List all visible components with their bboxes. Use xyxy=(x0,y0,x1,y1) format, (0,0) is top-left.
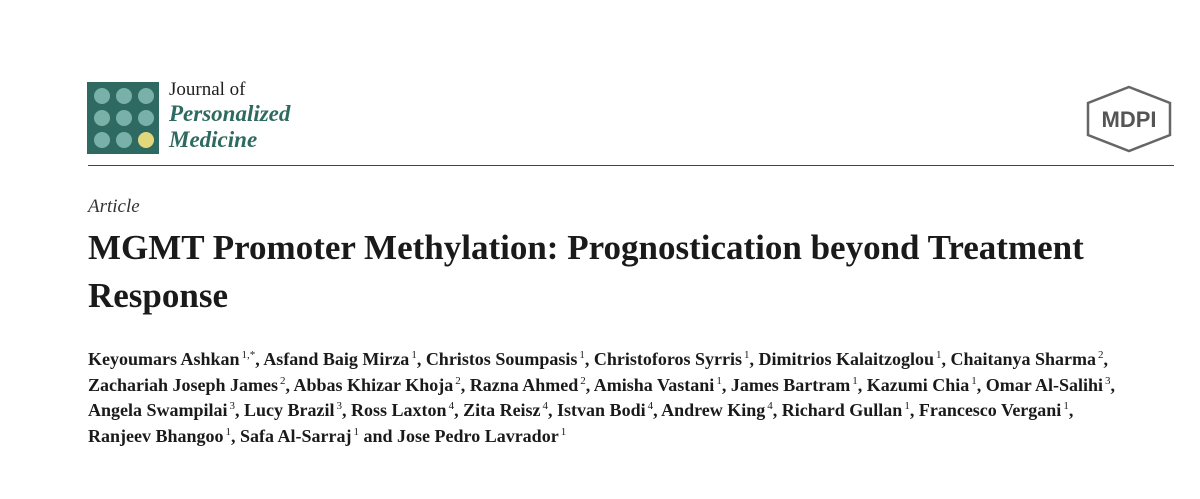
author-separator: , xyxy=(285,374,294,395)
author-name-text: Zita Reisz xyxy=(463,400,541,420)
author-affiliation: 2 xyxy=(580,374,586,387)
author-separator: , xyxy=(460,374,470,395)
author-separator: , xyxy=(235,400,245,420)
author-affiliation: 4 xyxy=(448,400,455,412)
author-separator: , xyxy=(231,425,241,446)
author-name[interactable] xyxy=(244,400,342,420)
author-name-text: and Jose Pedro Lavrador xyxy=(363,425,559,446)
author-separator: , xyxy=(1110,374,1115,395)
author-name[interactable] xyxy=(470,375,586,395)
author-name[interactable] xyxy=(426,349,585,369)
author-affiliation: 2 xyxy=(1098,349,1104,361)
journal-name xyxy=(169,80,290,151)
author-name-text: Omar Al-Salihi xyxy=(985,374,1103,395)
author-name[interactable] xyxy=(782,400,910,420)
author-separator: , xyxy=(585,374,594,395)
author-name-text: Zachariah Joseph James xyxy=(88,374,279,395)
author-affiliation: 1 xyxy=(904,400,910,412)
journal-name-line3: Medicine xyxy=(169,127,258,152)
author-separator: , xyxy=(584,349,594,369)
author-separator: , xyxy=(721,374,731,395)
author-name-text: Safa Al-Sarraj xyxy=(240,425,352,446)
author-name-text: Razna Ahmed xyxy=(469,374,579,395)
author-affiliation: 4 xyxy=(767,400,773,412)
author-name-text: James Bartram xyxy=(730,374,851,395)
author-name[interactable] xyxy=(364,426,567,446)
author-name[interactable] xyxy=(731,375,858,395)
logo-dot xyxy=(116,132,132,148)
author-affiliation: 1,* xyxy=(241,349,256,361)
author-name-text: Asfand Baig Mirza xyxy=(263,349,410,369)
logo-dot xyxy=(116,110,132,126)
author-affiliation: 1 xyxy=(971,374,977,387)
author-affiliation: 1 xyxy=(411,349,417,361)
author-name-text: Kazumi Chia xyxy=(866,374,970,395)
author-separator: , xyxy=(772,400,782,420)
author-separator: , xyxy=(416,349,426,369)
author-separator: , xyxy=(909,400,919,420)
author-name[interactable] xyxy=(88,349,255,369)
author-separator: , xyxy=(1103,349,1109,369)
logo-dot xyxy=(94,110,110,126)
author-affiliation: 4 xyxy=(647,400,654,412)
author-name-text: Christos Soumpasis xyxy=(425,349,578,369)
author-separator: , xyxy=(1068,400,1074,420)
logo-dot xyxy=(138,88,154,104)
author-name[interactable] xyxy=(263,349,417,369)
author-name[interactable] xyxy=(351,400,454,420)
author-name[interactable] xyxy=(88,426,231,446)
author-name-text: Istvan Bodi xyxy=(557,400,646,420)
author-separator: , xyxy=(653,400,662,420)
author-name[interactable] xyxy=(661,400,773,420)
author-name[interactable] xyxy=(557,400,653,420)
journal-name-line1: Journal of xyxy=(169,79,246,100)
author-name-text: Lucy Brazil xyxy=(244,400,335,420)
author-name-text: Ranjeev Bhangoo xyxy=(88,425,224,446)
author-affiliation: 1 xyxy=(560,425,567,438)
author-name-text: Abbas Khizar Khoja xyxy=(293,374,454,395)
author-name-text: Chaitanya Sharma xyxy=(950,349,1097,369)
author-name-text: Christoforos Syrris xyxy=(593,349,743,369)
author-name[interactable] xyxy=(986,375,1111,395)
author-name[interactable] xyxy=(951,349,1104,369)
author-name-text: Andrew King xyxy=(661,400,766,420)
author-name[interactable] xyxy=(594,375,722,395)
logo-dot xyxy=(94,88,110,104)
logo-dot-accent xyxy=(138,132,154,148)
author-separator: , xyxy=(548,400,558,420)
author-name[interactable] xyxy=(294,375,461,395)
author-name[interactable] xyxy=(463,400,548,420)
author-list xyxy=(88,347,1178,449)
author-name-text: Ross Laxton xyxy=(351,400,447,420)
author-name[interactable] xyxy=(867,375,977,395)
logo-dot xyxy=(94,132,110,148)
author-affiliation: 1 xyxy=(225,425,232,438)
author-name[interactable] xyxy=(594,349,750,369)
author-name[interactable] xyxy=(919,400,1069,420)
author-separator: , xyxy=(749,349,759,369)
journal-logo-icon xyxy=(87,82,159,154)
author-name[interactable] xyxy=(240,426,359,446)
author-affiliation: 3 xyxy=(336,400,343,412)
mdpi-logo-text: MDPI xyxy=(1101,107,1157,132)
author-name[interactable] xyxy=(759,349,942,369)
author-affiliation: 1 xyxy=(744,349,750,361)
journal-name-line2: Personalized xyxy=(169,101,291,126)
logo-dot xyxy=(138,110,154,126)
author-name-text: Keyoumars Ashkan xyxy=(88,349,240,369)
author-affiliation: 1 xyxy=(353,425,360,438)
author-separator: , xyxy=(857,374,867,395)
author-name-text: Angela Swampilai xyxy=(88,400,228,420)
author-separator: , xyxy=(941,349,951,369)
author-affiliation: 3 xyxy=(1104,374,1111,387)
author-affiliation: 1 xyxy=(852,374,858,387)
author-name-text: Amisha Vastani xyxy=(593,374,715,395)
mdpi-logo-icon xyxy=(1086,85,1172,153)
author-affiliation: 2 xyxy=(455,374,461,387)
author-name-text: Dimitrios Kalaitzoglou xyxy=(758,349,935,369)
author-affiliation: 2 xyxy=(280,374,286,387)
author-separator: , xyxy=(255,349,264,369)
author-affiliation: 1 xyxy=(579,349,585,361)
author-separator: , xyxy=(342,400,352,420)
author-affiliation: 1 xyxy=(1063,400,1069,412)
logo-dot xyxy=(116,88,132,104)
author-name-text: Richard Gullan xyxy=(781,400,903,420)
author-name[interactable] xyxy=(88,400,235,420)
author-name-text: Francesco Vergani xyxy=(918,400,1062,420)
author-separator: , xyxy=(454,400,464,420)
author-affiliation: 1 xyxy=(936,349,942,361)
author-separator: , xyxy=(976,374,986,395)
author-affiliation: 1 xyxy=(716,374,722,387)
article-title: MGMT Promoter Methylation: Prognostication beyond Treatment Response xyxy=(88,228,1084,315)
author-affiliation: 3 xyxy=(229,400,236,412)
header-divider xyxy=(88,165,1174,166)
author-affiliation: 4 xyxy=(542,400,549,412)
author-name[interactable] xyxy=(88,375,286,395)
article-type: Article xyxy=(88,196,140,217)
